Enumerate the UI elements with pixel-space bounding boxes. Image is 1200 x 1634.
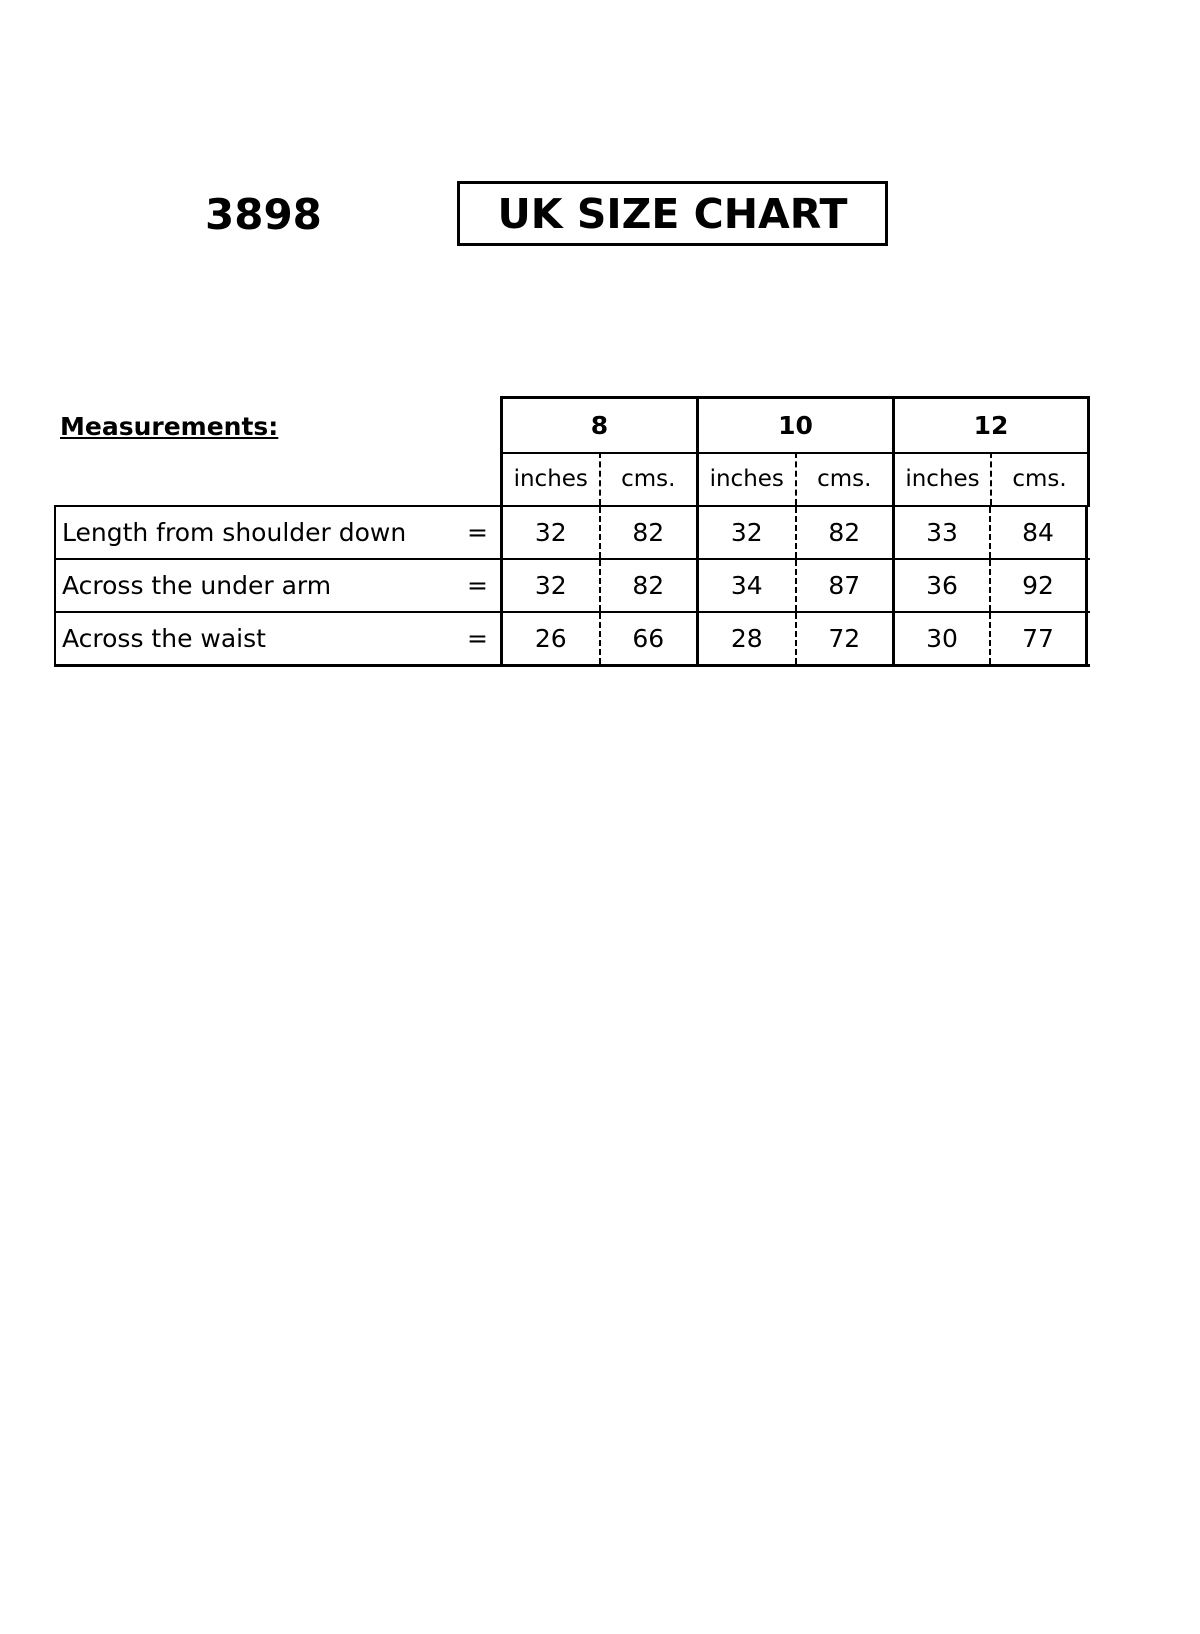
size-table (54, 505, 1090, 667)
unit-cms: cms. (621, 465, 676, 492)
row-label-cell (54, 507, 500, 558)
row-label: Across the waist (62, 624, 266, 653)
value-cms: 87 (828, 571, 861, 600)
equals-sign: = (467, 624, 488, 653)
equals-sign: = (467, 518, 488, 547)
row-label: Length from shoulder down (62, 518, 407, 547)
value-cms: 82 (632, 571, 665, 600)
value-inches: 34 (699, 560, 797, 611)
row-label-cell (54, 560, 500, 611)
size-12-values (892, 560, 1088, 611)
value-inches: 28 (699, 613, 797, 664)
unit-inches: inches (895, 452, 992, 505)
unit-cms: cms. (1012, 465, 1067, 492)
table-row (54, 611, 1090, 667)
row-label-cell (54, 613, 500, 664)
size-10-values (696, 507, 892, 558)
value-cms: 84 (1022, 518, 1054, 547)
value-inches: 32 (503, 507, 601, 558)
size-10-values (696, 613, 892, 664)
value-inches: 36 (895, 560, 991, 611)
table-row (54, 558, 1090, 611)
value-cms: 72 (828, 624, 861, 653)
size-8-values (500, 507, 696, 558)
value-inches: 33 (895, 507, 991, 558)
value-inches: 30 (895, 613, 991, 664)
value-cms: 77 (1022, 624, 1054, 653)
page-title: UK SIZE CHART (457, 181, 888, 246)
value-cms: 92 (1022, 571, 1054, 600)
value-inches: 32 (699, 507, 797, 558)
size-12-values (892, 613, 1088, 664)
table-row (54, 505, 1090, 558)
row-label: Across the under arm (62, 571, 332, 600)
value-inches: 26 (503, 613, 601, 664)
size-8-values (500, 613, 696, 664)
value-inches: 32 (503, 560, 601, 611)
equals-sign: = (467, 571, 488, 600)
size-label: 10 (699, 399, 892, 454)
unit-cms: cms. (817, 465, 872, 492)
size-column-10 (696, 396, 895, 505)
size-12-values (892, 507, 1088, 558)
size-10-values (696, 560, 892, 611)
size-header (500, 396, 1090, 505)
unit-inches: inches (699, 452, 797, 505)
value-cms: 66 (632, 624, 665, 653)
size-column-12 (892, 396, 1090, 505)
size-column-8 (500, 396, 699, 505)
unit-inches: inches (503, 452, 601, 505)
size-8-values (500, 560, 696, 611)
value-cms: 82 (828, 518, 861, 547)
measurements-label: Measurements: (60, 412, 279, 441)
size-label: 8 (503, 399, 696, 454)
value-cms: 82 (632, 518, 665, 547)
style-code: 3898 (205, 190, 322, 239)
size-label: 12 (895, 399, 1087, 454)
